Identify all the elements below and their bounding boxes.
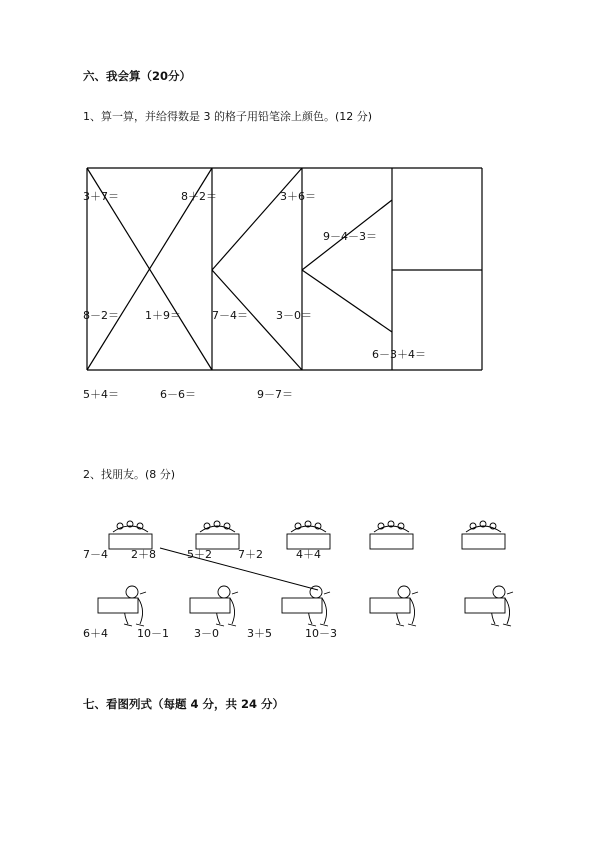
top-expr-7minus4: 7－4: [83, 548, 108, 561]
section7-title: 七、看图列式（每题 4 分，共 24 分）: [83, 697, 285, 711]
bottom-expr-10minus3: 10－3: [305, 627, 337, 640]
top-expr-7plus2: 7＋2: [238, 548, 263, 561]
expr-6minus3plus4: 6－3＋4＝: [372, 348, 426, 361]
bottom-expr-3minus0: 3－0: [194, 627, 219, 640]
crab-icon: [195, 518, 240, 552]
expr-7minus4: 7－4＝: [212, 309, 248, 322]
expr-3minus0: 3－0＝: [276, 309, 312, 322]
penguin-icon: [280, 584, 338, 628]
q1-prompt: 1、算一算，并给得数是 3 的格子用铅笔涂上颜色。(12 分): [83, 110, 373, 123]
top-expr-2plus8: 2＋8: [131, 548, 156, 561]
q2-prompt: 2、找朋友。(8 分): [83, 468, 176, 481]
crab-icon: [108, 518, 153, 552]
expr-9minus7: 9－7＝: [257, 388, 293, 401]
expr-3plus6: 3＋6＝: [280, 190, 316, 203]
penguin-icon: [96, 584, 154, 628]
crab-icon: [461, 518, 506, 552]
crab-icon: [286, 518, 331, 552]
penguin-icon: [368, 584, 426, 628]
top-expr-4plus4: 4＋4: [296, 548, 321, 561]
expr-3plus7: 3＋7＝: [83, 190, 119, 203]
penguin-icon: [188, 584, 246, 628]
bottom-expr-10minus1: 10－1: [137, 627, 169, 640]
bottom-expr-3plus5: 3＋5: [247, 627, 272, 640]
expr-6minus6: 6－6＝: [160, 388, 196, 401]
penguin-icon: [463, 584, 521, 628]
expr-1plus9: 1＋9＝: [145, 309, 181, 322]
bottom-expr-6plus4: 6＋4: [83, 627, 108, 640]
expr-8minus2: 8－2＝: [83, 309, 119, 322]
expr-9minus4minus3: 9－4－3＝: [323, 230, 377, 243]
expr-8plus2: 8＋2＝: [181, 190, 217, 203]
section6-title: 六、我会算（20分）: [83, 69, 192, 83]
top-expr-5plus2: 5＋2: [187, 548, 212, 561]
expr-5plus4: 5＋4＝: [83, 388, 119, 401]
crab-icon: [369, 518, 414, 552]
